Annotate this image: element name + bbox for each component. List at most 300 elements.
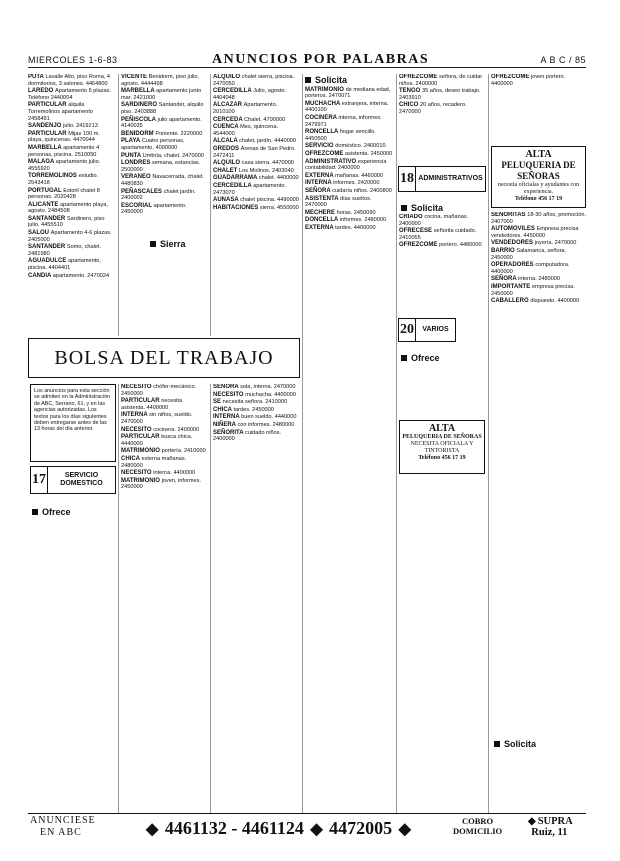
column-rule	[118, 74, 119, 336]
ad-keyword: MATRIMONIO	[305, 86, 346, 93]
ad-text: chalet. 4400000	[258, 175, 299, 182]
ad-keyword: PLAYA	[121, 138, 142, 145]
header-date: MIERCOLES 1-6-83	[28, 55, 118, 65]
ad-text: chófer-mecánico. 2450000	[121, 384, 197, 397]
ad-keyword: CHICO	[399, 102, 420, 109]
ad-text: apartamento junto mar. 2421000	[121, 88, 202, 101]
ad-text: Empresa precisa vendedores. 4450000	[491, 226, 579, 239]
ad-text: portería. 2410000	[161, 448, 206, 455]
ad-keyword: NECESITO	[121, 384, 154, 390]
classified-ad	[28, 244, 116, 257]
ad-text: Mijas 100 m. playa, quincenas. 4470044	[28, 130, 100, 144]
ad-keyword: OPERADORES	[491, 262, 536, 269]
ad-keyword: ESCORIAL	[121, 202, 154, 209]
ad-text: apartamento julio. 4555920	[28, 159, 101, 172]
ad-keyword: BENIDORM	[121, 130, 156, 137]
ad-keyword: MARBELLA	[121, 88, 157, 95]
classified-ad	[491, 298, 586, 305]
classified-ad	[121, 434, 207, 447]
classified-ad	[213, 160, 299, 167]
classified-ad	[399, 88, 485, 101]
header-page: A B C / 85	[540, 55, 586, 65]
ad-keyword: SEÑORA	[305, 187, 333, 194]
ad-text: apartamento, piscina. 4404401	[28, 258, 101, 272]
bolsa-title: BOLSA DEL TRABAJO	[54, 346, 274, 369]
ad-text: apartamento. 2473070	[213, 182, 287, 196]
section-solicita-2: Solicita	[401, 203, 443, 213]
ad-text: Apartamento 4-6 plazas. 2405000	[28, 230, 112, 243]
ad-text: sin niños, sueldo. 2470000	[121, 412, 193, 425]
ad-text: Navacerrada, chalet. 4480830	[121, 174, 204, 187]
classified-ad	[213, 392, 299, 399]
ad-text: alquila Torremolinos apartamento 2458491	[28, 102, 93, 122]
classified-ad	[121, 456, 207, 469]
ad-keyword: ALICANTE	[28, 201, 60, 208]
ad-text: Lavalle Alto, piso Roma, 4 dormitorios, 3 salones. 4464800	[28, 74, 111, 87]
classified-ad	[491, 226, 586, 239]
info-box: Los anuncios para esta sección se admiten en la Administración de ABC, Serrano, 61, y en las agencias autorizadas. Los textos para los días siguientes deben entregarse antes de las 13 horas del día anterior.	[30, 384, 116, 462]
ad-keyword: ALQUILO	[213, 160, 242, 167]
ad-keyword: INTERNA	[121, 412, 150, 419]
bullet-square-icon	[494, 741, 500, 747]
ad-text: interna. 4400000	[153, 470, 196, 477]
classified-ad	[213, 124, 299, 137]
ad-box-line: ALTA	[428, 423, 456, 434]
ad-keyword: MATRIMONIO	[121, 448, 162, 455]
ad-text: muchacha. 4400000	[245, 391, 296, 398]
ad-text: cuidaría niños. 2400800	[332, 187, 392, 194]
ad-text: tardes. 4400000	[335, 224, 376, 231]
ad-keyword: INTERNA	[305, 180, 334, 187]
header-title: ANUNCIOS POR PALABRAS	[212, 52, 430, 67]
diamond-icon: ◆	[310, 821, 323, 838]
ad-keyword: SE	[213, 399, 223, 406]
classified-ad	[213, 102, 299, 115]
ad-keyword: MUCHACHA	[305, 100, 342, 107]
ad-keyword: GREDOS	[213, 145, 241, 152]
classified-ad	[213, 74, 299, 87]
ads-column-5b	[399, 214, 485, 314]
classified-ad	[305, 101, 393, 114]
ad-keyword: CERCEDILLA	[213, 88, 254, 95]
ad-text: portero. 4480000	[439, 242, 482, 249]
ad-text: chalet, jardín. 4440000	[239, 138, 297, 145]
section-18-number: 18	[399, 167, 416, 191]
ad-keyword: OFRECESE	[399, 228, 434, 235]
ad-keyword: ADMINISTRATIVO	[305, 158, 358, 165]
ad-box-line: PELUQUERIA DE SEÑORAS	[402, 434, 482, 440]
ad-box-line: NECESITA OFICIALA Y TINTORISTA	[410, 441, 474, 454]
classified-ad	[121, 74, 207, 87]
ad-keyword: PARTICULAR	[28, 102, 69, 109]
ad-keyword: CABALLERO	[491, 298, 531, 305]
ad-text: empresa precisa. 2450000	[491, 283, 575, 297]
classified-ad	[121, 102, 207, 115]
ad-keyword: SEÑORITA	[213, 429, 246, 436]
ad-keyword: MATRIMONIO	[121, 477, 162, 484]
ad-keyword: ALCALA	[213, 138, 240, 145]
classified-ad	[121, 203, 207, 216]
ad-text: dispuesto. 4400000	[530, 298, 580, 305]
ad-text: Benidorm, piso julio, agosto. 4444498	[121, 74, 200, 87]
classified-ad	[28, 159, 116, 172]
classified-ad	[28, 131, 116, 144]
ad-keyword: VENDEDORES	[491, 240, 535, 247]
classified-ad	[121, 131, 207, 138]
classified-ad	[121, 160, 207, 173]
ad-keyword: CERCEDILLA	[213, 182, 254, 189]
classified-ad	[213, 414, 299, 421]
ad-keyword: MARBELLA	[28, 144, 64, 151]
classified-ad	[28, 258, 116, 271]
classified-ad	[491, 262, 586, 275]
ad-text: Somo, chalet. 2481980	[28, 244, 102, 257]
ad-keyword: NIÑERA	[213, 421, 238, 428]
ad-keyword: INTERNA	[213, 414, 242, 421]
ad-keyword: PORTUGAL	[28, 187, 64, 194]
ads-column-6	[491, 212, 586, 704]
ad-text: computadora. 4400000	[491, 262, 570, 275]
classified-ad	[121, 189, 207, 202]
classified-ad	[213, 197, 299, 204]
column-rule	[396, 74, 397, 814]
section-sierra: Sierra	[150, 239, 186, 249]
classified-ad	[28, 88, 116, 101]
classified-ad	[28, 145, 116, 158]
ad-keyword: SARDINERO	[121, 102, 159, 109]
bullet-square-icon	[401, 355, 407, 361]
ad-text: Apartamento. 2010100	[213, 102, 278, 115]
ad-keyword: EXTERNA	[305, 224, 336, 231]
ad-text: 18-30 años, promoción. 2407000	[491, 212, 586, 225]
bullet-square-icon	[305, 77, 311, 83]
ad-text: Los Molinos. 2403040	[239, 167, 294, 174]
column-rule	[488, 74, 489, 814]
classified-ad	[399, 214, 485, 227]
ad-text: necesita señora. 2410000	[222, 399, 288, 406]
classified-ad	[121, 384, 207, 397]
ad-keyword: PARTICULAR	[121, 398, 162, 405]
classified-ad	[121, 448, 207, 455]
ad-text: Cuatro personas, apartamento. 4000000	[121, 138, 185, 151]
ad-text: interna, informes. 2479971	[305, 114, 382, 128]
ad-keyword: IMPORTANTE	[491, 283, 532, 290]
ad-keyword: CHALET	[213, 167, 239, 174]
classified-ad	[399, 228, 485, 241]
ads-column-4	[305, 74, 393, 812]
classified-ad	[213, 138, 299, 145]
ads-column-5	[399, 74, 485, 164]
ads-column-3b	[213, 384, 299, 812]
bullet-square-icon	[32, 509, 38, 515]
ad-keyword: DONCELLA	[305, 217, 340, 224]
classified-ad	[121, 88, 207, 101]
ad-text: apartamento. 2450000	[121, 202, 187, 216]
ad-text: chalet sierra, piscina. 2470050	[213, 74, 295, 87]
ad-keyword: NECESITO	[121, 470, 154, 477]
column-rule	[302, 74, 303, 814]
ad-text: Santander, alquilo piso. 2403888	[121, 102, 204, 115]
ad-keyword: ASISTENTA	[305, 195, 341, 202]
classified-ad	[121, 117, 207, 130]
ad-keyword: VERANEO	[121, 174, 153, 181]
ad-text: cocinera. 2400000	[153, 426, 200, 433]
ad-keyword: NECESITO	[121, 426, 154, 433]
ad-keyword: SANTANDER	[28, 215, 67, 222]
classified-ad	[305, 210, 393, 217]
ad-text: 35 años, deseo trabajo. 2403910	[399, 88, 481, 101]
ad-box-line: ALTA	[525, 149, 552, 160]
ad-text: informes. 2420000	[333, 180, 380, 187]
ad-keyword: RONCELLA	[305, 129, 340, 136]
ad-text: joyería. 2470000	[534, 240, 577, 247]
ad-text: casa sierra. 4470000	[241, 160, 294, 167]
classified-ad	[305, 180, 393, 187]
bolsa-del-trabajo-banner	[28, 338, 300, 378]
classified-ad	[305, 225, 393, 232]
ad-text: apartamento 4 personas, piscina. 2510050	[28, 144, 100, 158]
section-17-number: 17	[31, 467, 48, 493]
ad-text: horas. 2450090	[336, 209, 376, 216]
ad-text: Julio, agosto. 4404048	[213, 88, 287, 101]
ad-box-line: PELUQUERIA DE SEÑORAS	[501, 160, 576, 181]
ad-text: Salamanca, señora. 2450000	[491, 247, 567, 261]
classified-ad	[28, 74, 116, 87]
bullet-square-icon	[401, 205, 407, 211]
classified-ad	[121, 398, 207, 411]
ad-text: cuidado niños. 2400000	[213, 429, 282, 443]
page-header	[28, 52, 586, 68]
ad-keyword: OFREZCOME	[399, 242, 439, 249]
ad-text: 20 años, recadero. 2470000	[399, 102, 467, 115]
classified-ad	[121, 174, 207, 187]
classified-ad	[213, 146, 299, 159]
classified-ad	[121, 138, 207, 151]
ad-text: interna. 2480000	[518, 276, 561, 283]
ad-text: joven, informes. 2450000	[121, 477, 202, 491]
ad-text: experiencia contabilidad. 2400000	[305, 158, 387, 172]
classified-ad	[305, 143, 393, 150]
ads-column-1b	[30, 520, 116, 812]
classified-ad	[213, 407, 299, 414]
classified-ad	[121, 412, 207, 425]
ad-keyword: NECESITO	[213, 391, 246, 398]
classified-ad	[213, 183, 299, 196]
ad-keyword: OFREZCOME	[305, 150, 345, 157]
ad-text: informes. 2480000	[339, 217, 387, 224]
ad-text: extranjera, interna. 4400100	[305, 100, 389, 114]
classified-ad	[305, 173, 393, 180]
ad-keyword: HABITACIONES	[213, 204, 260, 211]
classified-ad	[28, 188, 116, 201]
section-17-title: SERVICIO DOMESTICO	[60, 472, 103, 487]
ads-column-5d	[399, 478, 485, 812]
section-ofrece-1: Ofrece	[32, 507, 71, 517]
classified-ad	[213, 88, 299, 101]
ad-text: apartamento. 2470024	[52, 272, 110, 279]
classified-ad	[28, 123, 116, 130]
ad-keyword: COCINERA	[305, 114, 339, 121]
ad-text: Estoril chalet 8 personas. 2020428	[28, 187, 100, 201]
section-solicita-1: Solicita	[305, 77, 393, 84]
ad-text: mañanas. 4460000	[335, 172, 384, 179]
classified-ad	[213, 430, 299, 443]
ad-box-line: Teléfono 456 17 19	[418, 455, 466, 461]
ad-text: buen sueldo. 4440000	[241, 414, 297, 421]
section-20-number: 20	[399, 319, 416, 341]
ads-column-5c	[399, 368, 485, 418]
classified-ad	[305, 129, 393, 142]
ad-text: necesita asistenta. 4400000	[121, 398, 183, 411]
classified-ad	[121, 153, 207, 160]
ad-keyword: AUTOMOVILES	[491, 226, 537, 233]
footer-phones: ◆ 4461132 - 4461124 ◆ 4472005 ◆	[146, 818, 411, 838]
ad-text: Sardinero, piso julio. 4455510	[28, 215, 105, 229]
ad-box-line: necesita oficialas y ayudantes con experiencia.	[497, 182, 580, 195]
classified-ad	[213, 168, 299, 175]
ad-keyword: PEÑASCALES	[121, 188, 164, 195]
ad-keyword: PUTA	[28, 74, 46, 80]
classified-ad	[491, 276, 586, 283]
footer-cobro	[453, 816, 502, 836]
ad-text: chalet piscina. 4490000	[240, 197, 299, 204]
ad-keyword: LAREDO	[28, 88, 55, 95]
ad-keyword: OFREZCOME	[399, 74, 439, 80]
classified-ad	[491, 248, 586, 261]
footer-supra-text: SUPRA Ruiz, 11	[531, 816, 573, 838]
section-20-title: VARIOS	[422, 326, 449, 333]
classified-ad	[213, 384, 299, 391]
ad-text: días sueltos. 2470000	[305, 195, 372, 209]
ad-text: julio. 2419213	[63, 123, 98, 130]
classified-ad	[491, 212, 586, 225]
footer-en-abc: EN ABC	[40, 827, 82, 838]
classified-ad	[121, 470, 207, 477]
ad-keyword: ALCAZAR	[213, 102, 244, 109]
footer-supra	[526, 816, 573, 838]
ad-keyword: CUENCA	[213, 124, 241, 131]
classified-ad	[399, 242, 485, 249]
ad-text: Poniente. 2220000	[155, 130, 203, 137]
classified-ad	[491, 74, 586, 87]
ad-keyword: CRIADO	[399, 214, 425, 220]
footer-anunciese: ANUNCIESE	[30, 815, 96, 826]
ad-text: doméstico. 2400010	[335, 143, 386, 150]
diamond-icon: ◆	[528, 816, 536, 827]
classified-ad	[213, 422, 299, 429]
ad-keyword: ALQUILO	[213, 74, 242, 80]
classified-ad	[305, 217, 393, 224]
ad-box-line: Teléfono 456 17 19	[514, 196, 563, 202]
footer-banner	[28, 813, 586, 839]
ad-keyword: LONDRES	[121, 160, 153, 167]
diamond-icon: ◆	[398, 821, 411, 838]
column-rule	[210, 74, 211, 336]
classified-ad	[491, 240, 586, 247]
diamond-icon: ◆	[146, 821, 159, 838]
ad-text: con informes. 2480000	[237, 421, 295, 428]
ad-text: de mediana edad, porteros. 2470071	[305, 86, 391, 100]
ad-keyword: EXTERNA	[305, 172, 336, 179]
ad-text: sola, interna. 2470000	[240, 384, 296, 390]
ad-keyword: PARTICULAR	[121, 434, 162, 441]
ad-keyword: SANTANDER	[28, 244, 67, 251]
ad-keyword: SERVICIO	[305, 143, 336, 150]
ad-text: cocina, mañanas. 2400000	[399, 214, 469, 227]
classified-ad	[399, 102, 485, 115]
footer-phone-3: 4472005	[329, 818, 393, 838]
classified-ad	[28, 202, 116, 215]
ad-keyword: BARRIO	[491, 247, 517, 254]
classified-ad	[121, 478, 207, 491]
classified-ad	[28, 216, 116, 229]
ad-keyword: TENGO	[399, 88, 423, 95]
ad-text: busca chica. 4440000	[121, 434, 193, 447]
ad-text: chalet jardín. 2400002	[121, 188, 196, 202]
ad-box-peluqueria-2	[399, 420, 485, 474]
classified-ad	[399, 74, 485, 87]
classified-ad	[28, 173, 116, 186]
ad-keyword: GUADARRAMA	[213, 175, 259, 182]
ad-keyword: VICENTE	[121, 74, 149, 80]
column-rule	[118, 384, 119, 814]
ads-column-2	[121, 74, 207, 334]
ad-keyword: PEÑISCOLA	[121, 116, 158, 123]
ads-column-2b	[121, 384, 207, 812]
ad-text: Chalet. 4700000	[244, 116, 286, 123]
ad-keyword: CANDIA	[28, 272, 53, 279]
classified-ad	[305, 87, 393, 100]
ad-text: Arenas de San Pedro. 2472411	[213, 145, 296, 159]
classified-ad	[121, 427, 207, 434]
ad-keyword: AGUADULCE	[28, 258, 68, 265]
classified-ad	[213, 175, 299, 182]
ad-text: julio apartamento. 4140035	[121, 116, 202, 130]
ad-keyword: CHICA	[121, 455, 142, 462]
section-solicita-3: Solicita	[494, 739, 536, 749]
ad-keyword: SEÑORA	[213, 384, 241, 390]
ad-text: señora, de cuidar niños. 2400000	[399, 74, 483, 87]
classified-ad	[491, 284, 586, 297]
footer-phone-1: 4461132	[164, 818, 227, 838]
ad-keyword: SANDENJO	[28, 123, 64, 130]
classified-ad	[28, 273, 116, 280]
ad-box-peluqueria-1	[491, 146, 586, 208]
ad-keyword: SALOU	[28, 230, 51, 237]
ad-keyword: AUNASA	[213, 197, 241, 204]
bullet-square-icon	[150, 241, 156, 247]
classified-ad	[305, 115, 393, 128]
ad-keyword: MECHERE	[305, 209, 337, 216]
ad-text: estudio. 2543418	[28, 173, 99, 186]
ad-text: semana, estancias. 2500000	[121, 160, 201, 173]
ad-keyword: SEÑORITAS	[491, 212, 528, 218]
ad-keyword: PARTICULAR	[28, 130, 69, 137]
ad-text: joven portero. 4400000	[491, 74, 566, 87]
section-17-box	[30, 466, 116, 494]
ad-keyword: OFREZCOME	[491, 74, 531, 80]
classified-ad	[213, 399, 299, 406]
ad-text: tardes. 2450000	[233, 406, 274, 413]
ad-text: Apartamento 5 plazas. Teléfono 2440004	[28, 88, 111, 101]
classified-ad	[305, 151, 393, 158]
ad-text: hogar sencillo. 4450500	[305, 129, 376, 142]
footer-cobro-text: COBRO DOMICILIO	[453, 816, 503, 836]
ad-text: asistenta. 2450000	[345, 150, 393, 157]
ad-keyword: TORREMOLINOS	[28, 173, 79, 180]
ad-keyword: MALAGA	[28, 159, 56, 166]
ads-column-3	[213, 74, 299, 334]
